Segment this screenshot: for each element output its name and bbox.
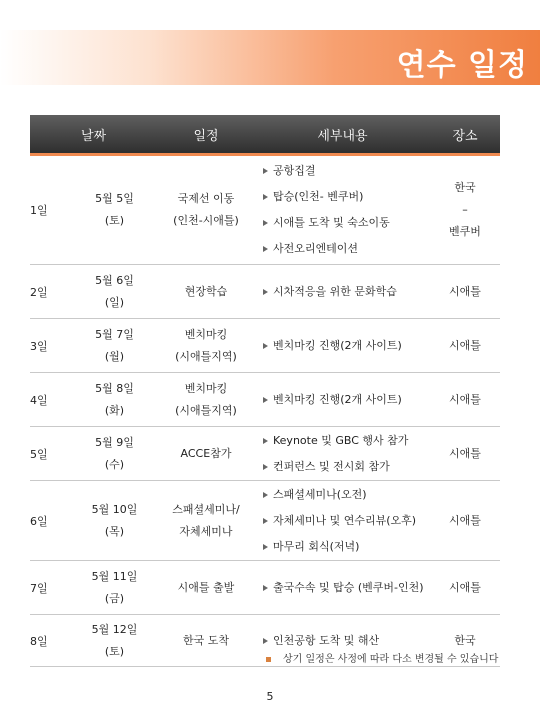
place-line: 한국 [454, 633, 476, 647]
details-list [255, 333, 430, 359]
details-cell [255, 155, 430, 265]
place-cell [430, 319, 500, 373]
detail-item: 사전오리엔테이션 [263, 236, 430, 262]
plan-line: 자체세미나 [179, 524, 233, 538]
detail-item: 탑승(인천- 벤쿠버) [263, 184, 430, 210]
table-row [30, 481, 500, 561]
day-cell [30, 481, 72, 561]
footnote-text: 상기 일정은 사정에 따라 다소 변경될 수 있습니다 [283, 654, 499, 665]
footnote [266, 650, 498, 665]
plan-line: 벤치마킹 [184, 381, 228, 395]
day-label: 2일 [30, 285, 48, 299]
details-cell [255, 427, 430, 481]
day-cell [30, 373, 72, 427]
place-cell [430, 561, 500, 615]
col-header-place: 장소 [430, 115, 500, 155]
plan-line: 스패셜세미나/ [172, 502, 240, 516]
page-title: 연수 일정 [396, 48, 528, 83]
day-cell [30, 427, 72, 481]
page-number: 5 [266, 690, 274, 703]
date-cell [72, 319, 157, 373]
detail-item: 스패셜세미나(오전) [263, 482, 430, 508]
date-line: (토) [104, 214, 125, 227]
details-cell [255, 561, 430, 615]
col-header-date: 날짜 [30, 115, 157, 155]
detail-item: 공항집결 [263, 158, 430, 184]
details-list [255, 575, 430, 601]
plan-cell [157, 265, 255, 319]
date-cell [72, 427, 157, 481]
details-list [255, 158, 430, 262]
date-line: 5월 7일 [95, 327, 134, 341]
date-line: (화) [104, 403, 125, 417]
place-line: 시애틀 [449, 446, 481, 460]
details-list [255, 279, 430, 305]
place-line: 벤쿠버 [449, 225, 481, 238]
date-line: 5월 12일 [91, 622, 138, 636]
table-row [30, 265, 500, 319]
detail-item: 벤치마킹 진행(2개 사이트) [263, 333, 430, 359]
place-line: 시애틀 [449, 580, 481, 594]
note-bullet-icon [266, 657, 271, 662]
plan-cell [157, 615, 255, 667]
detail-item: 인천공항 도착 및 해산 [263, 628, 430, 654]
detail-item: 컨퍼런스 및 전시회 참가 [263, 454, 430, 480]
place-line: 시애틀 [449, 392, 481, 406]
place-cell [430, 265, 500, 319]
table-row [30, 155, 500, 265]
date-line: (일) [104, 295, 125, 309]
date-cell [72, 615, 157, 667]
plan-line: 현장학습 [184, 284, 228, 298]
plan-line: 시애틀 출발 [177, 580, 235, 594]
detail-item: 마무리 회식(저녁) [263, 534, 430, 560]
plan-line: 벤치마킹 [184, 327, 228, 341]
col-header-plan: 일정 [157, 115, 255, 155]
day-label: 6일 [30, 514, 48, 528]
date-cell [72, 481, 157, 561]
date-line: 5월 8일 [95, 381, 134, 395]
date-line: 5월 10일 [91, 502, 138, 516]
details-list [255, 428, 430, 480]
plan-line: 국제선 이동 [177, 192, 235, 205]
detail-item: Keynote 및 GBC 행사 참가 [263, 428, 430, 454]
details-cell [255, 373, 430, 427]
place-cell [430, 373, 500, 427]
day-cell [30, 319, 72, 373]
date-line: (금) [104, 591, 125, 605]
date-line: 5월 5일 [95, 192, 134, 205]
table-row [30, 561, 500, 615]
table-row [30, 427, 500, 481]
plan-cell [157, 155, 255, 265]
day-cell [30, 561, 72, 615]
details-list [255, 387, 430, 413]
day-label: 4일 [30, 393, 48, 407]
plan-line: (인천-시애틀) [173, 214, 239, 227]
place-line: – [462, 203, 468, 216]
plan-cell [157, 481, 255, 561]
plan-line: ACCE참가 [180, 446, 232, 460]
table-row [30, 373, 500, 427]
day-label: 5일 [30, 447, 48, 461]
table-row [30, 319, 500, 373]
place-cell [430, 481, 500, 561]
date-cell [72, 265, 157, 319]
date-line: (수) [104, 457, 125, 471]
detail-item: 출국수속 및 탑승 (벤쿠버-인천) [263, 575, 430, 601]
day-cell [30, 155, 72, 265]
plan-line: (시애틀지역) [175, 349, 237, 363]
col-header-details: 세부내용 [255, 115, 430, 155]
place-cell [430, 427, 500, 481]
schedule-table [30, 115, 500, 667]
place-line: 시애틀 [449, 338, 481, 352]
date-cell [72, 155, 157, 265]
plan-cell [157, 373, 255, 427]
title-banner [0, 30, 540, 85]
day-cell [30, 615, 72, 667]
plan-cell [157, 427, 255, 481]
date-line: 5월 11일 [91, 569, 138, 583]
place-line: 시애틀 [449, 513, 481, 527]
day-label: 1일 [30, 204, 48, 217]
detail-item: 시차적응을 위한 문화학습 [263, 279, 430, 305]
date-cell [72, 373, 157, 427]
date-line: 5월 9일 [95, 435, 134, 449]
date-line: (목) [104, 524, 125, 538]
plan-line: 한국 도착 [182, 633, 229, 647]
plan-line: (시애틀지역) [175, 403, 237, 417]
plan-cell [157, 561, 255, 615]
day-label: 3일 [30, 339, 48, 353]
place-line: 한국 [454, 181, 476, 194]
place-cell [430, 155, 500, 265]
details-list [255, 482, 430, 560]
detail-item: 자체세미나 및 연수리뷰(오후) [263, 508, 430, 534]
date-cell [72, 561, 157, 615]
details-cell [255, 481, 430, 561]
day-cell [30, 265, 72, 319]
detail-item: 시애틀 도착 및 숙소이동 [263, 210, 430, 236]
date-line: (토) [104, 644, 125, 658]
details-cell [255, 319, 430, 373]
table-header-row [30, 115, 500, 155]
place-line: 시애틀 [449, 284, 481, 298]
day-label: 7일 [30, 581, 48, 595]
details-cell [255, 265, 430, 319]
day-label: 8일 [30, 634, 48, 648]
detail-item: 벤치마킹 진행(2개 사이트) [263, 387, 430, 413]
plan-cell [157, 319, 255, 373]
date-line: (월) [104, 349, 125, 363]
date-line: 5월 6일 [95, 273, 134, 287]
